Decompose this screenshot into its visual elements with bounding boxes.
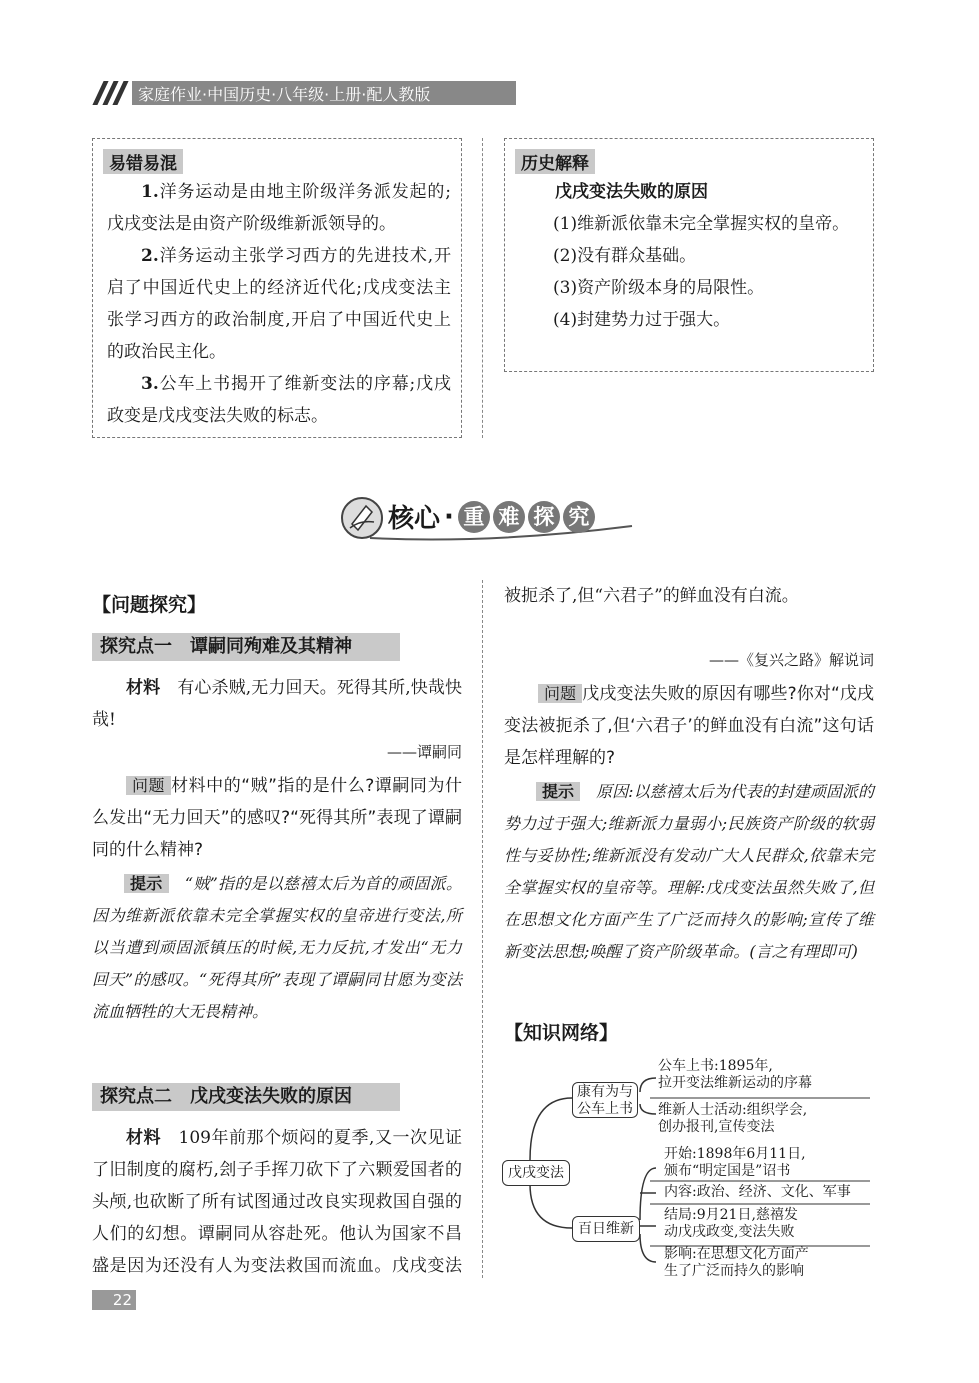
point2-material-right: 被扼杀了,但“六君子”的鲜血没有白流。 bbox=[504, 586, 799, 606]
core-banner bbox=[340, 490, 640, 548]
history-item-4: (4)封建势力过于强大。 bbox=[553, 310, 731, 330]
network-branch-2: 百日维新 bbox=[572, 1216, 640, 1242]
b1-leaf-2: 维新人士活动:组织学会, 创办报刊,宣传变法 bbox=[658, 1102, 808, 1135]
point1-question: 问题 材料中的“贼”指的是什么?谭嗣同为什么发出“无力回天”的感叹?“死得其所”表现了谭嗣同的什么精神? bbox=[92, 776, 462, 860]
bottom-column-divider bbox=[482, 580, 483, 1278]
history-box bbox=[504, 138, 874, 372]
mistake-item-1: 1.洋务运动是由地主阶级洋务派发起的;戊戌变法是由资产阶级维新派领导的。 bbox=[107, 182, 451, 234]
point2-source: ——《复兴之路》解说词 bbox=[708, 651, 874, 669]
mistakes-tag: 易错易混 bbox=[103, 149, 183, 174]
point2-material-left bbox=[92, 1122, 462, 1282]
page-number: 22 bbox=[92, 1290, 136, 1310]
banner-dot: · bbox=[444, 501, 454, 532]
banner-char-3: 探 bbox=[528, 501, 560, 533]
point1-hint: 提示 “贼”指的是以慈禧太后为首的顽固派。因为维新派依靠未完全掌握实权的皇帝进行变法,所以当遭到顽固派镇压的时候,无力反抗,才发出“无力回天”的感叹。“死得其所”表现了谭嗣同甘愿为变法流血牺牲的大无畏精神。 bbox=[92, 874, 462, 1021]
point2-question: 问题 戊戌变法失败的原因有哪些?你对“戊戌变法被扼杀了,但‘六君子’的鲜血没有白流”这句话是怎样理解的? bbox=[504, 684, 874, 768]
point2-title: 探究点二 戊戌变法失败的原因 bbox=[92, 1083, 400, 1111]
inquiry-title: 【问题探究】 bbox=[92, 594, 207, 616]
point1-title: 探究点一 谭嗣同殉难及其精神 bbox=[92, 633, 400, 661]
banner-char-2: 难 bbox=[493, 501, 525, 533]
b2-leaf-2: 内容:政治、经济、文化、军事 bbox=[664, 1184, 851, 1200]
history-heading: 戊戌变法失败的原因 bbox=[555, 182, 708, 202]
network-root: 戊戌变法 bbox=[502, 1160, 570, 1186]
b2-leaf-1: 开始:1898年6月11日, 颁布“明定国是”诏书 bbox=[664, 1146, 806, 1179]
mistakes-box bbox=[92, 138, 462, 438]
network-title: 【知识网络】 bbox=[504, 1022, 619, 1044]
header-title: 家庭作业·中国历史·八年级·上册·配人教版 bbox=[138, 84, 431, 104]
history-tag: 历史解释 bbox=[515, 149, 595, 174]
network-branch-1: 康有为与公车上书 bbox=[572, 1082, 638, 1118]
banner-char-4: 究 bbox=[563, 501, 595, 533]
mistake-item-2: 2.洋务运动主张学习西方的先进技术,开启了中国近代史上的经济近代化;戊戌变法主张学习西方的政治制度,开启了中国近代史上的政治民主化。 bbox=[107, 246, 451, 362]
point1-body bbox=[92, 672, 462, 1028]
history-item-3: (3)资产阶级本身的局限性。 bbox=[553, 278, 765, 298]
header-slashes-icon bbox=[92, 81, 132, 105]
point2-body bbox=[504, 644, 874, 968]
point1-source: ——谭嗣同 bbox=[386, 743, 462, 761]
knowledge-network bbox=[500, 1056, 880, 1280]
point2-material: 材料 109年前那个烦闷的夏季,又一次见证了旧制度的腐朽,刽子手挥刀砍下了六颗爱国者的头颅,也砍断了所有试图通过改良实现救国自强的人们的幻想。谭嗣同从容赴死。他认为国家不昌盛是因为还没有人为变法救国而流血。戊戌变法 bbox=[92, 1128, 462, 1276]
top-column-divider bbox=[482, 138, 483, 438]
mistake-item-3: 3.公车上书揭开了维新变法的序幕;戊戌政变是戊戌变法失败的标志。 bbox=[107, 374, 451, 426]
point1-material: 材料 有心杀贼,无力回天。死得其所,快哉快哉! bbox=[92, 678, 462, 730]
history-item-1: (1)维新派依靠未完全掌握实权的皇帝。 bbox=[553, 214, 850, 234]
history-item-2: (2)没有群众基础。 bbox=[553, 246, 697, 266]
b2-leaf-4: 影响:在思想文化方面产 生了广泛而持久的影响 bbox=[664, 1246, 809, 1279]
banner-core-text: 核心 bbox=[388, 504, 441, 534]
banner-char-1: 重 bbox=[458, 501, 490, 533]
page-header bbox=[92, 81, 516, 105]
b2-leaf-3: 结局:9月21日,慈禧发 动戊戌政变,变法失败 bbox=[664, 1207, 798, 1240]
b1-leaf-1: 公车上书:1895年, 拉开变法维新运动的序幕 bbox=[658, 1058, 812, 1091]
point2-hint: 提示 原因:以慈禧太后为代表的封建顽固派的势力过于强大;维新派力量弱小;民族资产阶级的软弱性与妥协性;维新派没有发动广大人民群众,依靠未完全掌握实权的皇帝等。理解:戊戌变法虽然失败了,但在思想文化方面产生了广泛而持久的影响;宣传了维新变法思想;唤醒了资产阶级革命。(言之有理即可) bbox=[504, 782, 874, 961]
